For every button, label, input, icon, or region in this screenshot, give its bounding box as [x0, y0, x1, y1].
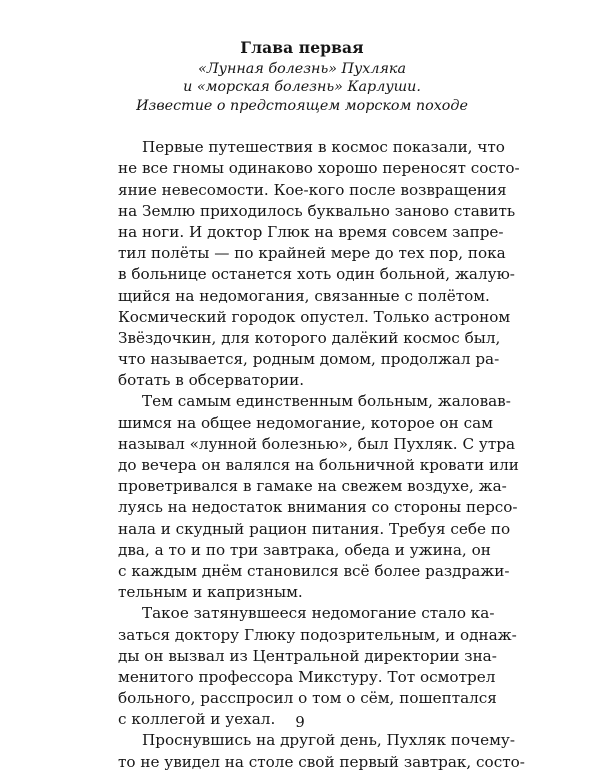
chapter-subtitle	[118, 60, 486, 115]
subtitle-line: Известие о предстоящем морском походе	[136, 97, 468, 114]
paragraph	[118, 603, 517, 730]
text-line: Проснувшись на другой день, Пухляк почему-	[142, 731, 515, 750]
text-line: то не увидел на столе свой первый завтрак, состо-	[118, 752, 525, 771]
body-text	[118, 137, 525, 773]
text-line: с коллегой и уехал.	[118, 710, 276, 729]
paragraph	[118, 137, 520, 391]
text-line: тельным и капризным.	[118, 583, 303, 602]
chapter-title: Глава первая	[240, 38, 364, 57]
subtitle-line: «Лунная болезнь» Пухляка	[198, 61, 406, 77]
text-line: на Землю приходилось буквально заново ставить	[118, 201, 516, 220]
book-page	[118, 38, 525, 773]
text-line: проветривался в гамаке на свежем воздухе, жа-	[118, 477, 507, 496]
text-line: до вечера он валялся на больничной кровати или	[118, 456, 519, 475]
text-line: Звёздочкин, для которого далёкий космос был,	[118, 328, 501, 347]
text-line: что называется, родным домом, продолжал ра-	[118, 350, 500, 369]
text-line: на ноги. И доктор Глюк на время совсем запре-	[118, 222, 504, 241]
text-line: ботать в обсерватории.	[118, 371, 305, 390]
text-line: Первые путешествия в космос показали, что	[142, 138, 505, 157]
text-line: не все гномы одинаково хорошо переносят состо-	[118, 159, 520, 178]
text-line: нала и скудный рацион питания. Требуя себе по	[118, 519, 511, 538]
text-line: Такое затянувшееся недомогание стало ка-	[142, 604, 495, 623]
text-line: больного, расспросил о том о сём, пошептался	[118, 689, 497, 708]
text-line: два, а то и по три завтрака, обеда и ужина, он	[118, 540, 491, 559]
text-line: шимся на общее недомогание, которое он сам	[118, 413, 493, 432]
paragraph	[118, 391, 519, 603]
text-line: тил полёты — по крайней мере до тех пор, пока	[118, 244, 506, 263]
text-line: заться доктору Глюку подозрительным, и однаж-	[118, 625, 517, 644]
text-line: луясь на недостаток внимания со стороны персо-	[118, 498, 518, 517]
text-line: с каждым днём становился всё более раздражи-	[118, 561, 510, 580]
text-line: яние невесомости. Кое-кого после возвращения	[118, 180, 507, 199]
page-number: 9	[295, 713, 305, 731]
subtitle-line: и «морская болезнь» Карлуши.	[183, 79, 421, 96]
text-line: ды он вызвал из Центральной директории зна-	[118, 646, 497, 665]
paragraph	[118, 730, 525, 772]
text-line: менитого профессора Микстуру. Тот осмотрел	[118, 667, 496, 686]
text-line: Тем самым единственным больным, жаловав-	[142, 392, 511, 411]
text-line: щийся на недомогания, связанные с полётом.	[118, 286, 490, 305]
text-line: называл «лунной болезнью», был Пухляк. С утра	[118, 434, 516, 453]
text-line: в больнице останется хоть один больной, жалую-	[118, 265, 515, 284]
text-line: Космический городок опустел. Только астроном	[118, 307, 511, 326]
